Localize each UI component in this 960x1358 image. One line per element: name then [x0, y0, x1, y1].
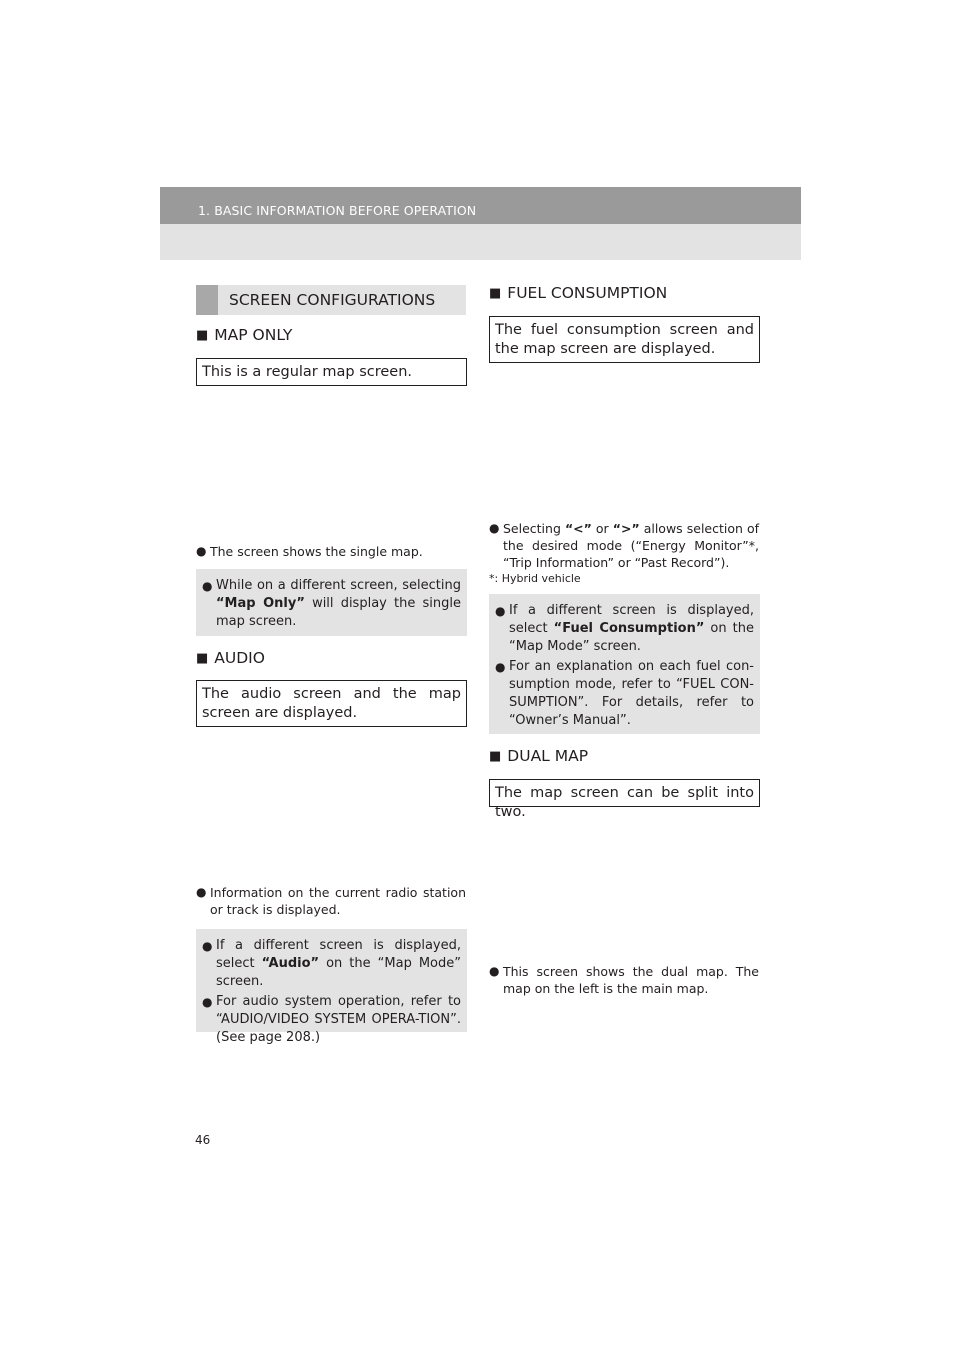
square-bullet-icon: ■ [489, 749, 502, 764]
note-item: ● If a different screen is displayed, select “Audio” on the “Map Mode” screen. [202, 938, 461, 989]
note-item: ● If a different screen is displayed, select “Fuel Consumption” on the “Map Mode” screen. [495, 603, 754, 654]
bullet-dot-icon: ● [489, 521, 500, 535]
dual-map-bullet: ● This screen shows the dual map. The map on the left is the main map. [489, 964, 759, 996]
dual-map-description-box: The map screen can be split into two. [489, 779, 760, 807]
bullet-dot-icon: ● [196, 885, 207, 899]
footnote: *: Hybrid vehicle [489, 572, 581, 585]
bullet-dot-icon: ● [495, 660, 506, 674]
fuel-consumption-bullet: ● Selecting “<” or “>” allows selection of the desired mode (“Energy Monitor”*, “Trip Information” or “Past Record”). [489, 521, 760, 570]
audio-note [196, 929, 467, 1045]
map-only-bullet: ● The screen shows the single map. [196, 544, 423, 559]
map-only-heading: ■ MAP ONLY [196, 326, 293, 344]
note-item: ● For audio system operation, refer to “AUDIO/VIDEO SYSTEM OPERA-TION”. (See page 208.) [202, 994, 461, 1045]
bullet-dot-icon: ● [202, 939, 213, 953]
bullet-dot-icon: ● [196, 544, 207, 558]
bullet-dot-icon: ● [202, 579, 213, 593]
square-bullet-icon: ■ [489, 286, 502, 301]
square-bullet-icon: ■ [196, 328, 209, 343]
bullet-dot-icon: ● [202, 995, 213, 1009]
audio-heading: ■ AUDIO [196, 649, 265, 667]
square-bullet-icon: ■ [196, 651, 209, 666]
audio-bullet: ● Information on the current radio station or track is displayed. [196, 885, 466, 917]
chapter-header [160, 187, 801, 260]
bullet-dot-icon: ● [489, 964, 500, 978]
section-heading [196, 285, 466, 315]
audio-description-box: The audio screen and the map screen are displayed. [196, 680, 467, 727]
chapter-header-bar [160, 187, 801, 224]
fuel-consumption-heading: ■ FUEL CONSUMPTION [489, 284, 668, 302]
fuel-consumption-description-box: The fuel consumption screen and the map screen are displayed. [489, 316, 760, 363]
fuel-consumption-note [489, 594, 760, 734]
page-number: 46 [195, 1133, 211, 1147]
note-item: ● For an explanation on each fuel con-sumption mode, refer to “FUEL CON-SUMPTION”. For details, refer to “Owner’s Manual”. [495, 659, 754, 728]
section-marker [196, 285, 218, 315]
chapter-title: 1. BASIC INFORMATION BEFORE OPERATION [198, 203, 477, 218]
map-only-note [196, 569, 467, 636]
bullet-dot-icon: ● [495, 604, 506, 618]
section-title: SCREEN CONFIGURATIONS [229, 291, 436, 309]
dual-map-heading: ■ DUAL MAP [489, 747, 589, 765]
map-only-description-box: This is a regular map screen. [196, 358, 467, 386]
note-item: ● While on a different screen, selecting “Map Only” will display the single map screen. [202, 578, 461, 629]
